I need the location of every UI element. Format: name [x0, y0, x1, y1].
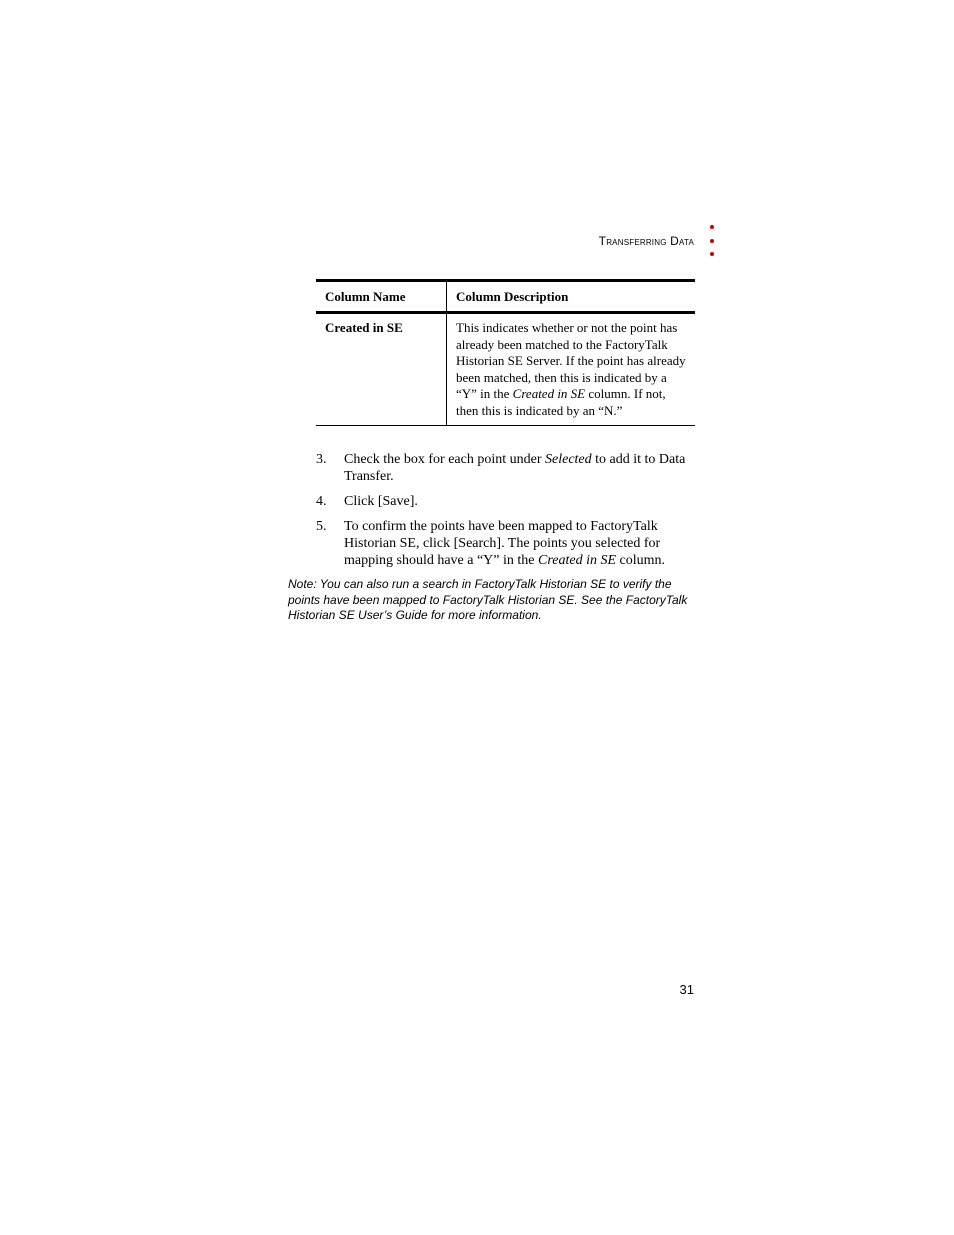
column-description-table — [316, 279, 695, 426]
procedure-steps — [316, 451, 696, 577]
decorative-dots — [710, 225, 716, 266]
page-number: 31 — [679, 982, 694, 997]
column-name-header: Column Name — [316, 281, 447, 313]
description-text: This indicates whether or not the point has already been matched to the FactoryTalk Historian SE Server. If the point has already been matched, then this is indicated by a “Y” in the — [456, 320, 686, 401]
note-paragraph: Note: You can also run a search in FactoryTalk Historian SE to verify the points have been mapped to FactoryTalk Historian SE. See the FactoryTalk Historian SE User’s Guide for more information. — [288, 577, 688, 622]
red-dot-icon — [710, 239, 714, 243]
red-dot-icon — [710, 252, 714, 256]
step-text — [344, 451, 696, 485]
list-item — [316, 518, 696, 569]
step-text-part: column. — [616, 553, 666, 568]
table-header-row — [316, 281, 695, 313]
step-text-part: to add it to Data Transfer. — [344, 452, 686, 484]
step-text — [344, 518, 696, 569]
step-italic-text: Created in SE — [538, 553, 617, 568]
column-description-header: Column Description — [447, 281, 696, 313]
list-item — [316, 493, 696, 510]
step-number: 3. — [316, 452, 327, 467]
column-name-cell: Created in SE — [316, 313, 447, 426]
step-number: 5. — [316, 519, 327, 534]
list-item — [316, 451, 696, 485]
step-text — [344, 493, 696, 510]
step-text-part: To confirm the points have been mapped to FactoryTalk Historian SE, click [Search]. The points you selected for mapping should have a “Y” in the — [344, 519, 661, 568]
column-description-cell — [447, 313, 696, 426]
description-italic-text: Created in SE — [512, 386, 586, 401]
step-italic-text: Selected — [545, 452, 592, 467]
step-text-part: Check the box for each point under — [344, 452, 545, 467]
description-text: column. If not, then this is indicated by an “N.” — [456, 386, 666, 418]
red-dot-icon — [710, 225, 714, 229]
running-head: Transferring Data — [598, 234, 694, 248]
step-number: 4. — [316, 494, 327, 509]
table-row — [316, 313, 695, 426]
step-text-part: Click [Save]. — [344, 494, 418, 509]
